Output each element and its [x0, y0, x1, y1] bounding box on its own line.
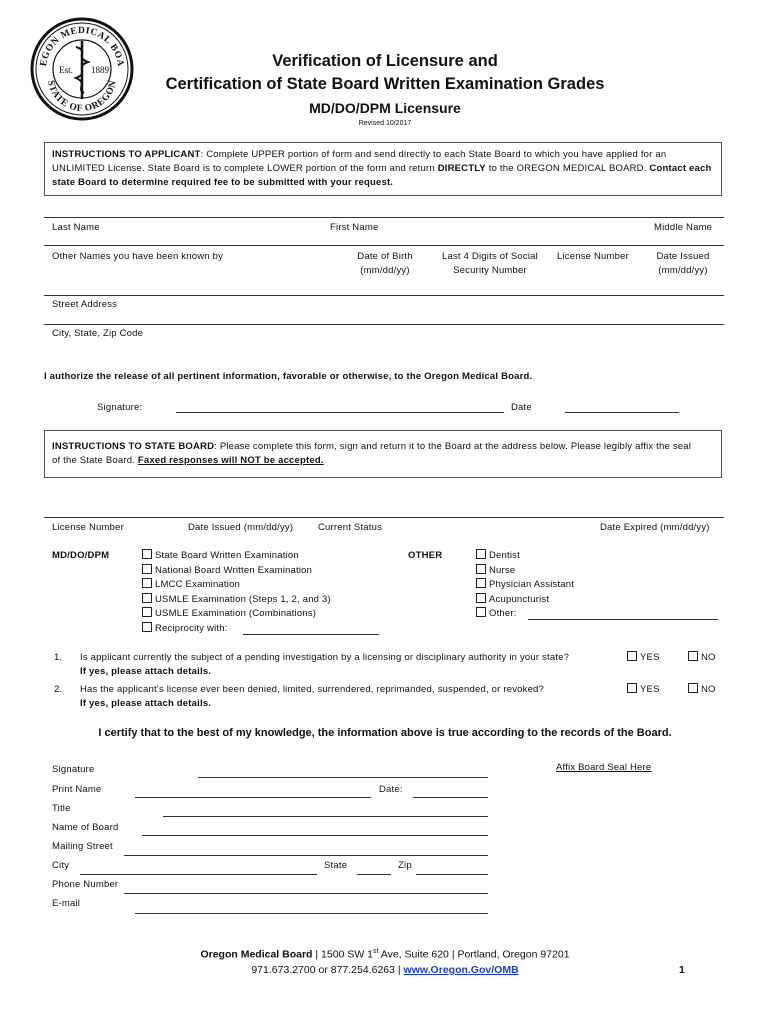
checkbox-icon[interactable]: [688, 683, 698, 693]
cert-date-line[interactable]: [413, 797, 488, 798]
checkbox-icon[interactable]: [142, 593, 152, 603]
question-1-text: Is applicant currently the subject of a pending investigation by a licensing or disciplinary authority in your state?: [80, 652, 570, 663]
checkbox-icon[interactable]: [627, 683, 637, 693]
omb-website-link[interactable]: www.Oregon.Gov/OMB: [403, 964, 519, 976]
checkbox-icon[interactable]: [476, 593, 486, 603]
cert-state-label: State: [324, 860, 348, 871]
question-2-number: 2.: [54, 684, 63, 695]
board-instructions-line1: INSTRUCTIONS TO STATE BOARD: Please complete this form, sign and return it to the Board at the address below. Please legibly affix the seal: [52, 441, 692, 452]
applicant-instructions-line2: UNLIMITED License. State Board is to complete LOWER portion of the form and return DIRECTLY to the OREGON MEDICAL BOARD. Contact each: [52, 163, 712, 174]
question-1-number: 1.: [54, 652, 63, 663]
street-field-line[interactable]: [44, 295, 724, 296]
question-1-yes[interactable]: YES: [627, 651, 660, 663]
authorization-statement: I authorize the release of all pertinent information, favorable or otherwise, to the Oregon Medical Board.: [44, 371, 533, 382]
board-date-issued-label: Date Issued (mm/dd/yy): [188, 522, 294, 533]
certification-statement: I certify that to the best of my knowledge, the information above is true according to the records of the Board.: [98, 727, 672, 739]
checkbox-icon[interactable]: [142, 578, 152, 588]
street-address-label: Street Address: [52, 299, 118, 310]
license-field-line[interactable]: [44, 517, 724, 518]
cert-city-line[interactable]: [80, 874, 317, 875]
svg-text:Est.: Est.: [59, 65, 73, 75]
checkbox-lmcc-exam[interactable]: LMCC Examination: [142, 578, 240, 590]
other-specify-line[interactable]: [528, 619, 718, 620]
checkbox-icon[interactable]: [142, 607, 152, 617]
city-state-zip-label: City, State, Zip Code: [52, 328, 144, 339]
phone-number-line[interactable]: [124, 893, 488, 894]
first-name-label: First Name: [330, 222, 379, 233]
cert-state-line[interactable]: [357, 874, 391, 875]
checkbox-physician-assistant[interactable]: Physician Assistant: [476, 578, 574, 590]
checkbox-state-board-exam[interactable]: State Board Written Examination: [142, 549, 299, 561]
middle-name-label: Middle Name: [654, 222, 713, 233]
checkbox-icon[interactable]: [142, 549, 152, 559]
md-do-dpm-label: MD/DO/DPM: [52, 550, 110, 561]
applicant-signature-line[interactable]: [176, 412, 504, 413]
checkbox-icon[interactable]: [142, 622, 152, 632]
dob-label: Date of Birth (mm/dd/yy): [357, 251, 413, 276]
applicant-instructions-line1: INSTRUCTIONS TO APPLICANT: Complete UPPER portion of form and send directly to each State Board to which you have applied for an: [52, 149, 667, 160]
form-title-line2: Certification of State Board Written Examination Grades: [165, 75, 605, 93]
checkbox-icon[interactable]: [142, 564, 152, 574]
board-instructions-line2: of the State Board. Faxed responses will NOT be accepted.: [52, 455, 324, 466]
checkbox-other[interactable]: Other:: [476, 607, 517, 619]
print-name-line[interactable]: [135, 797, 371, 798]
mailing-street-label: Mailing Street: [52, 841, 113, 852]
question-1-no[interactable]: NO: [688, 651, 716, 663]
form-subtitle: MD/DO/DPM Licensure: [309, 100, 461, 116]
board-name-label: Name of Board: [52, 822, 119, 833]
other-names-label: Other Names you have been known by: [52, 251, 224, 262]
affix-seal-label: Affix Board Seal Here: [556, 762, 652, 773]
checkbox-reciprocity[interactable]: Reciprocity with:: [142, 622, 228, 634]
svg-text:STATE OF OREGON: STATE OF OREGON: [45, 79, 119, 115]
checkbox-icon[interactable]: [627, 651, 637, 661]
checkbox-icon[interactable]: [476, 607, 486, 617]
cert-zip-line[interactable]: [416, 874, 488, 875]
question-2-no[interactable]: NO: [688, 683, 716, 695]
checkbox-usmle-combinations[interactable]: USMLE Examination (Combinations): [142, 607, 316, 619]
date-expired-label: Date Expired (mm/dd/yy): [600, 522, 710, 533]
name-field-line[interactable]: [44, 217, 724, 218]
email-line[interactable]: [135, 913, 488, 914]
license-number-label: License Number: [557, 251, 629, 262]
last-name-label: Last Name: [52, 222, 100, 233]
title-label: Title: [52, 803, 71, 814]
checkbox-icon[interactable]: [476, 564, 486, 574]
footer-contact: 971.673.2700 or 877.254.6263 | www.Oregon.Gov/OMB: [251, 964, 519, 976]
question-2-text: Has the applicant’s license ever been denied, limited, surrendered, reprimanded, suspended, or revoked?: [80, 684, 545, 695]
phone-number-label: Phone Number: [52, 879, 119, 890]
question-2-sub: If yes, please attach details.: [80, 698, 212, 709]
form-title-line1: Verification of Licensure and: [272, 52, 498, 70]
cert-zip-label: Zip: [398, 860, 412, 871]
city-field-line[interactable]: [44, 324, 724, 325]
footer-address: Oregon Medical Board | 1500 SW 1st Ave, Suite 620 | Portland, Oregon 97201: [200, 948, 570, 961]
other-label: OTHER: [408, 550, 443, 561]
checkbox-acupuncturist[interactable]: Acupuncturist: [476, 593, 549, 605]
cert-signature-line[interactable]: [198, 777, 488, 778]
applicant-instructions-label: INSTRUCTIONS TO APPLICANT: [52, 149, 201, 160]
board-instructions-label: INSTRUCTIONS TO STATE BOARD: [52, 441, 215, 452]
applicant-signature-label: Signature:: [97, 402, 143, 413]
footer-org-name: Oregon Medical Board: [200, 948, 313, 961]
checkbox-nurse[interactable]: Nurse: [476, 564, 515, 576]
svg-text:OREGON MEDICAL BOARD: EGON MEDICAL BOA: [39, 25, 126, 68]
current-status-label: Current Status: [318, 522, 383, 533]
checkbox-icon[interactable]: [476, 578, 486, 588]
email-label: E-mail: [52, 898, 81, 909]
other-names-field-line[interactable]: [44, 245, 724, 246]
applicant-date-line[interactable]: [565, 412, 679, 413]
board-license-number-label: License Number: [52, 522, 124, 533]
applicant-instructions-line3: state Board to determine required fee to be submitted with your request.: [52, 177, 394, 188]
board-name-line[interactable]: [142, 835, 488, 836]
checkbox-usmle-steps[interactable]: USMLE Examination (Steps 1, 2, and 3): [142, 593, 331, 605]
cert-date-label: Date:: [379, 784, 403, 795]
revised-date: Revised 10/2017: [358, 120, 412, 127]
cert-signature-label: Signature: [52, 764, 95, 775]
applicant-date-label: Date: [511, 402, 532, 413]
page-number: 1: [679, 964, 685, 976]
date-issued-label: Date Issued (mm/dd/yy): [656, 251, 710, 276]
reciprocity-line[interactable]: [243, 634, 379, 635]
svg-text:1889: 1889: [91, 65, 109, 75]
question-2-yes[interactable]: YES: [627, 683, 660, 695]
board-instructions-box: [44, 430, 722, 478]
print-name-label: Print Name: [52, 784, 102, 795]
checkbox-dentist[interactable]: Dentist: [476, 549, 520, 561]
checkbox-national-board-exam[interactable]: National Board Written Examination: [142, 564, 312, 576]
cert-city-label: City: [52, 860, 70, 871]
mailing-street-line[interactable]: [124, 855, 488, 856]
question-1-sub: If yes, please attach details.: [80, 666, 212, 677]
ssn-label: Last 4 Digits of Social Security Number: [442, 251, 538, 276]
checkbox-icon[interactable]: [688, 651, 698, 661]
checkbox-icon[interactable]: [476, 549, 486, 559]
title-line[interactable]: [163, 816, 488, 817]
